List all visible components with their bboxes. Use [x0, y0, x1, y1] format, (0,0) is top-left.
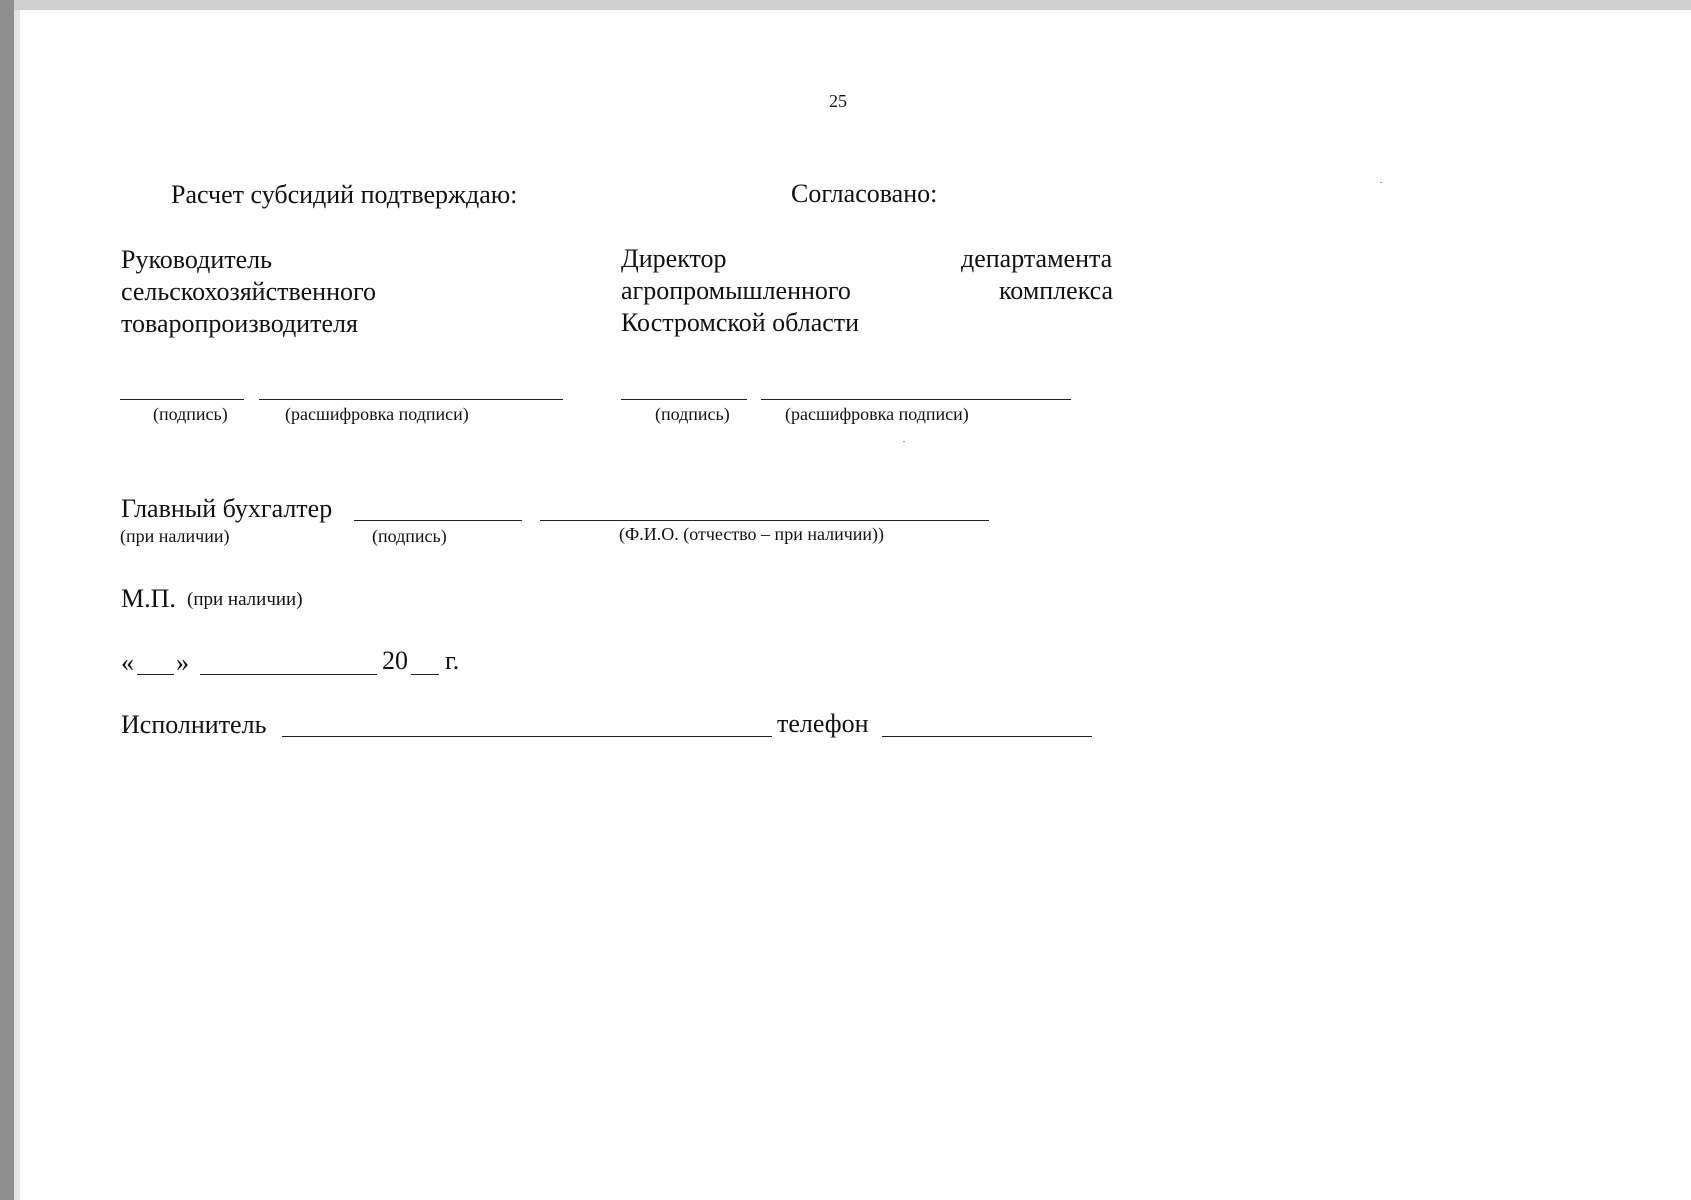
right-position-line3: Костромской области — [621, 308, 860, 337]
right-position-line1-a: Директор — [621, 244, 727, 273]
right-decoding-line — [761, 399, 1071, 400]
scan-top-edge — [0, 0, 1691, 10]
right-position-line2-b: комплекса — [999, 276, 1114, 305]
date-year-line — [411, 674, 439, 675]
left-decoding-line — [259, 399, 563, 400]
right-signature-line — [621, 399, 747, 400]
left-position-line2: сельскохозяйственного — [121, 277, 376, 306]
left-signature-line — [120, 399, 244, 400]
right-decoding-caption: (расшифровка подписи) — [785, 404, 969, 424]
left-signature-caption: (подпись) — [153, 404, 228, 424]
right-signature-caption: (подпись) — [655, 404, 730, 424]
right-heading: Согласовано: — [791, 179, 938, 208]
date-quote-open: « — [121, 648, 134, 677]
date-month-line — [200, 674, 377, 675]
page-number: 25 — [829, 91, 847, 111]
executor-name-line — [282, 736, 772, 737]
left-decoding-caption: (расшифровка подписи) — [285, 404, 469, 424]
chief-accountant-fio-caption: (Ф.И.О. (отчество – при наличии)) — [619, 524, 885, 544]
date-quote-close: » — [176, 648, 189, 677]
scan-speck — [1380, 182, 1382, 183]
date-year-suffix: г. — [445, 646, 460, 675]
chief-accountant-signature-caption: (подпись) — [372, 526, 447, 546]
stamp-label: М.П. — [121, 584, 176, 613]
executor-label: Исполнитель — [121, 710, 267, 739]
scan-speck — [903, 441, 905, 442]
right-position-line2-a: агропромышленного — [621, 276, 851, 305]
phone-line — [882, 736, 1092, 737]
chief-accountant-fio-line — [540, 520, 989, 521]
chief-accountant-note: (при наличии) — [120, 526, 230, 546]
phone-label: телефон — [777, 709, 869, 738]
chief-accountant-label: Главный бухгалтер — [121, 494, 333, 523]
left-position-line1: Руководитель — [121, 245, 272, 274]
left-position-line3: товаропроизводителя — [121, 309, 358, 338]
left-heading: Расчет субсидий подтверждаю: — [171, 180, 518, 209]
chief-accountant-signature-line — [354, 520, 522, 521]
date-day-line — [137, 674, 174, 675]
right-position-line1-b: департамента — [961, 244, 1113, 273]
date-year-prefix: 20 — [382, 646, 408, 675]
scan-left-edge — [0, 0, 14, 1200]
stamp-note: (при наличии) — [187, 589, 303, 610]
